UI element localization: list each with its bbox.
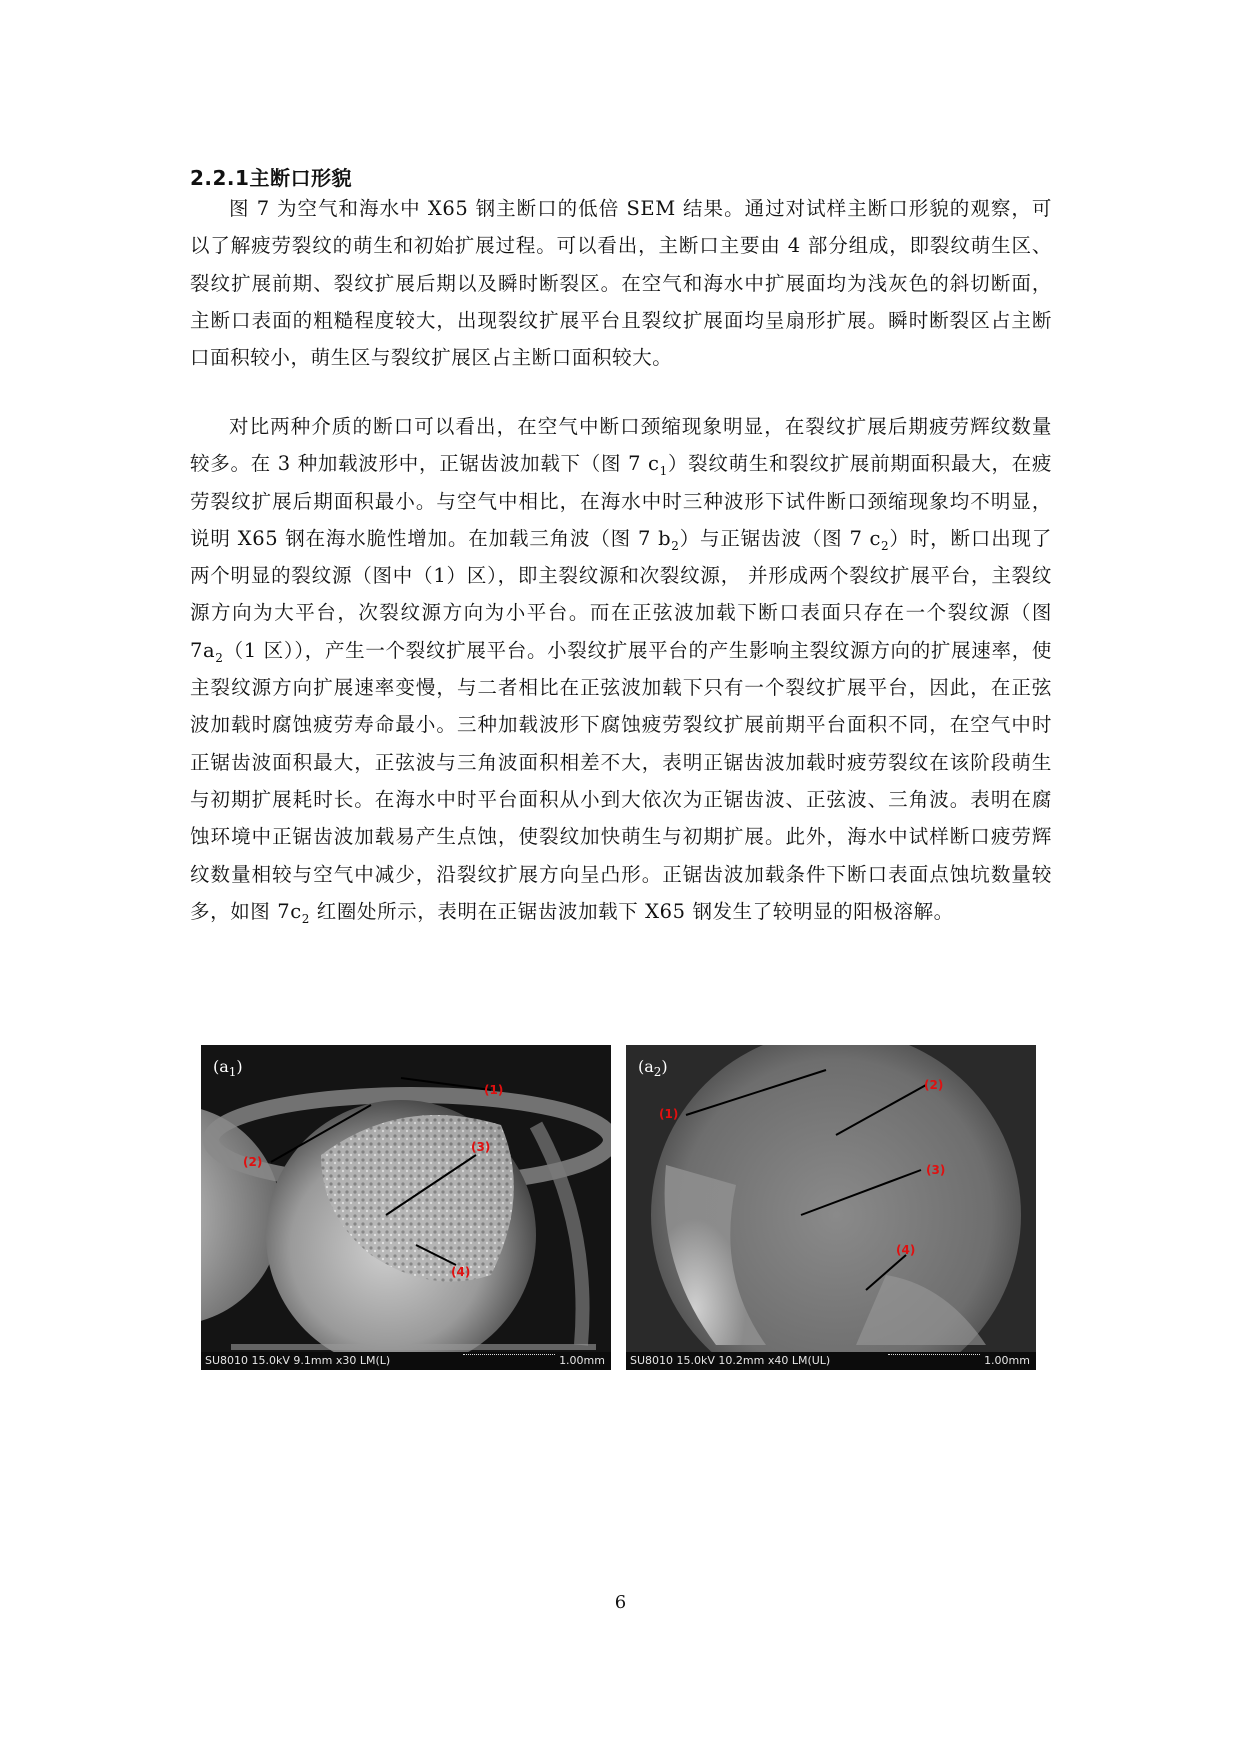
section-heading: 2.2.1主断口形貌 [190,166,352,190]
paragraph-2-part-e: （1 区）），产生一个裂纹扩展平台。小裂纹扩展平台的产生影响主裂纹源方向的扩展速率，使主裂纹源方向扩展速率变慢，与二者相比在正弦波加载下只有一个裂纹扩展平台，因此，在正弦波加载时腐蚀疲劳寿命最小。三种加载波形下腐蚀疲劳裂纹扩展前期平台面积不同，在空气中时正锯齿波面积最大，正弦波与三角波面积相差不大，表明正锯齿波加载时疲劳裂纹在该阶段萌生与初期扩展耗时长。在海水中时平台面积从小到大依次为正锯齿波、正弦波、三角波。表明在腐蚀环境中正锯齿波加载易产生点蚀，使裂纹加快萌生与初期扩展。此外，海水中试样断口疲劳辉纹数量相较与空气中减少，沿裂纹扩展方向呈凸形。正锯齿波加载条件下断口表面点蚀坑数量较多，如图 7c [190,638,1052,923]
paragraph-2-part-d: ）时，断口出现了两个明显的裂纹源（图中（1）区），即主裂纹源和次裂纹源， 并形成两个裂纹扩展平台，主裂纹源方向为大平台，次裂纹源方向为小平台。而在正弦波加载下断口表面只存在一个裂纹源（图 7a [190,526,1052,662]
marker-4-label: (4) [896,1243,916,1257]
paragraph-2-part-c: ）与正锯齿波（图 7 c [679,526,882,550]
scale-bar [463,1354,555,1361]
marker-3-label: (3) [471,1140,491,1154]
scale-label: 1.00mm [984,1354,1030,1367]
sem-image-a2 [626,1045,1036,1370]
panel-label-a1: $(a_1)$ [213,1057,243,1080]
subscript: 2 [301,911,310,926]
subscript: 2 [671,538,680,553]
sem-metadata: SU8010 15.0kV 10.2mm x40 LM(UL) [630,1354,831,1367]
marker-1-label: (1) [659,1107,679,1121]
marker-1-label: (1) [484,1083,504,1097]
sem-image-a1 [201,1045,611,1370]
paragraph-2-part-f: 红圈处所示，表明在正锯齿波加载下 X65 钢发生了较明显的阳极溶解。 [309,899,954,923]
scale-label: 1.00mm [559,1354,605,1367]
paragraph-1: 图 7 为空气和海水中 X65 钢主断口的低倍 SEM 结果。通过对试样主断口形貌的观察，可以了解疲劳裂纹的萌生和初始扩展过程。可以看出，主断口主要由 4 部分组成，即裂纹萌生区、裂纹扩展前期、裂纹扩展后期以及瞬时断裂区。在空气和海水中扩展面均为浅灰色的斜切断面，主断口表面的粗糙程度较大，出现裂纹扩展平台且裂纹扩展面均呈扇形扩展。瞬时断裂区占主断口面积较小，萌生区与裂纹扩展区占主断口面积较大。 [190,197,1052,370]
panel-label-a2: $(a_2)$ [638,1057,668,1080]
subscript: 2 [215,650,224,665]
marker-4-label: (4) [451,1265,471,1279]
page-number: 6 [614,1592,627,1613]
marker-3-label: (3) [926,1163,946,1177]
scale-bar [888,1354,980,1361]
paragraph-2-part-b: ）裂纹萌生和裂纹扩展前期面积最大，在疲劳裂纹扩展后期面积最小。与空气中相比，在海水中时三种波形下试件断口颈缩现象均不明显，说明 X65 钢在海水脆性增加。在加载三角波（图 7 b [190,452,1053,550]
subscript: 2 [881,538,890,553]
sem-metadata: SU8010 15.0kV 9.1mm x30 LM(L) [205,1354,391,1367]
paragraph-2 [190,408,1052,930]
sem-micrograph-a2 [626,1045,1036,1370]
subscript: 1 [659,464,668,479]
sem-info-bar [201,1352,611,1370]
sem-info-bar [626,1352,1036,1370]
paragraph-2-part-a: 对比两种介质的断口可以看出，在空气中断口颈缩现象明显，在裂纹扩展后期疲劳辉纹数量较多。在 3 种加载波形中，正锯齿波加载下（图 7 c [190,415,1052,476]
sem-micrograph-a1 [201,1045,611,1370]
marker-2-label: (2) [243,1155,263,1169]
marker-2-label: (2) [924,1078,944,1092]
